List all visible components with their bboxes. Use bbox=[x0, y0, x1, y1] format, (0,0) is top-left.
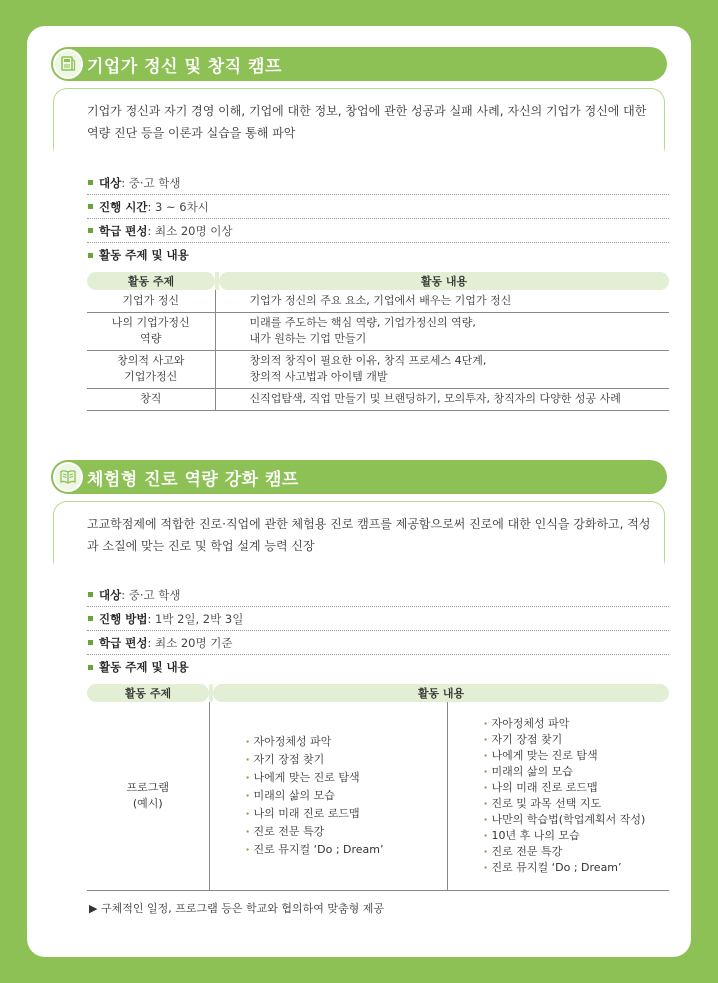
table-row bbox=[87, 388, 669, 410]
table-cell-content: 신직업탐색, 직업 만들기 및 브랜딩하기, 모의투자, 창직자의 다양한 성공 사례 bbox=[215, 388, 669, 410]
section1-title: 기업가 정신 및 창직 캠프 bbox=[87, 56, 282, 77]
info-duration: 진행 시간 : 3 ~ 6차시 bbox=[87, 195, 669, 219]
table-header-topic: 활동 주제 bbox=[87, 684, 209, 702]
list-item: · 진로 전문 특강 bbox=[484, 844, 669, 860]
program-list-a bbox=[246, 733, 447, 859]
list-item: · 나에게 맞는 진로 탐색 bbox=[484, 748, 669, 764]
table-cell-content: 기업가 정신의 주요 요소, 기업에서 배우는 기업가 정신 bbox=[215, 290, 669, 312]
section2-info bbox=[87, 583, 669, 679]
list-item: · 진로 전문 특강 bbox=[246, 823, 447, 841]
book-icon bbox=[51, 47, 85, 81]
page-card bbox=[27, 26, 691, 957]
info-activities: 활동 주제 및 내용 bbox=[87, 655, 669, 679]
table-cell-topic: 나의 기업가정신 역량 bbox=[87, 312, 215, 350]
table-row bbox=[87, 312, 669, 350]
info-activities: 활동 주제 및 내용 bbox=[87, 243, 669, 267]
list-item: · 자기 장점 찾기 bbox=[484, 732, 669, 748]
open-book-icon bbox=[51, 460, 85, 494]
table-header-content: 활동 내용 bbox=[213, 684, 669, 702]
section1-description: 기업가 정신과 자기 경영 이해, 기업에 대한 정보, 창업에 관한 성공과 실패 사례, 자신의 기업가 정신에 대한 역량 진단 등을 이론과 실습을 통해 파악 bbox=[87, 104, 647, 140]
table-cell-topic: 프로그램 (예시) bbox=[87, 702, 209, 890]
list-item: · 자기 장점 찾기 bbox=[246, 751, 447, 769]
list-item: · 자아정체성 파악 bbox=[484, 716, 669, 732]
footnote: ▶ 구체적인 일정, 프로그램 등은 학교와 협의하여 맞춤형 제공 bbox=[89, 902, 384, 915]
table-cell-program-b bbox=[447, 702, 669, 890]
section1-table bbox=[87, 272, 669, 411]
table-row bbox=[87, 350, 669, 388]
list-item: · 나에게 맞는 진로 탐색 bbox=[246, 769, 447, 787]
table-header-topic: 활동 주제 bbox=[87, 272, 215, 290]
table-row bbox=[87, 290, 669, 312]
list-item: · 나만의 학습법(학업계획서 작성) bbox=[484, 812, 669, 828]
list-item: · 미래의 삶의 모습 bbox=[246, 787, 447, 805]
section1-banner bbox=[53, 47, 667, 81]
table-cell-program-a bbox=[209, 702, 447, 890]
program-list-b bbox=[484, 716, 669, 876]
info-method: 진행 방법 : 1박 2일, 2박 3일 bbox=[87, 607, 669, 631]
table-row bbox=[87, 702, 669, 890]
list-item: · 진로 뮤지컬 ‘Do ; Dream’ bbox=[246, 841, 447, 859]
section2-description: 고교학점제에 적합한 진로·직업에 관한 체험용 진로 캠프를 제공함으로써 진로에 대한 인식을 강화하고, 적성과 소질에 맞는 진로 및 학업 설계 능력 신장 bbox=[87, 517, 651, 553]
list-item: · 나의 미래 진로 로드맵 bbox=[484, 780, 669, 796]
list-item: · 10년 후 나의 모습 bbox=[484, 828, 669, 844]
info-class-size: 학급 편성 : 최소 20명 이상 bbox=[87, 219, 669, 243]
table-cell-content: 창의적 창직이 필요한 이유, 창직 프로세스 4단계, 창의적 사고법과 아이템 개발 bbox=[215, 350, 669, 388]
table-cell-content: 미래를 주도하는 핵심 역량, 기업가정신의 역량, 내가 원하는 기업 만들기 bbox=[215, 312, 669, 350]
section2-title: 체험형 진로 역량 강화 캠프 bbox=[87, 469, 299, 490]
list-item: · 자아정체성 파악 bbox=[246, 733, 447, 751]
list-item: · 진로 뮤지컬 ‘Do ; Dream’ bbox=[484, 860, 669, 876]
list-item: · 미래의 삶의 모습 bbox=[484, 764, 669, 780]
section2-table bbox=[87, 684, 669, 891]
table-cell-topic: 기업가 정신 bbox=[87, 290, 215, 312]
section1-info bbox=[87, 171, 669, 267]
info-target: 대상 : 중·고 학생 bbox=[87, 583, 669, 607]
table-cell-topic: 창직 bbox=[87, 388, 215, 410]
info-class-size: 학급 편성 : 최소 20명 기준 bbox=[87, 631, 669, 655]
table-cell-topic: 창의적 사고와 기업가정신 bbox=[87, 350, 215, 388]
table-header-content: 활동 내용 bbox=[219, 272, 669, 290]
list-item: · 진로 및 과목 선택 지도 bbox=[484, 796, 669, 812]
info-target: 대상 : 중·고 학생 bbox=[87, 171, 669, 195]
section2-banner bbox=[53, 460, 667, 494]
list-item: · 나의 미래 진로 로드맵 bbox=[246, 805, 447, 823]
